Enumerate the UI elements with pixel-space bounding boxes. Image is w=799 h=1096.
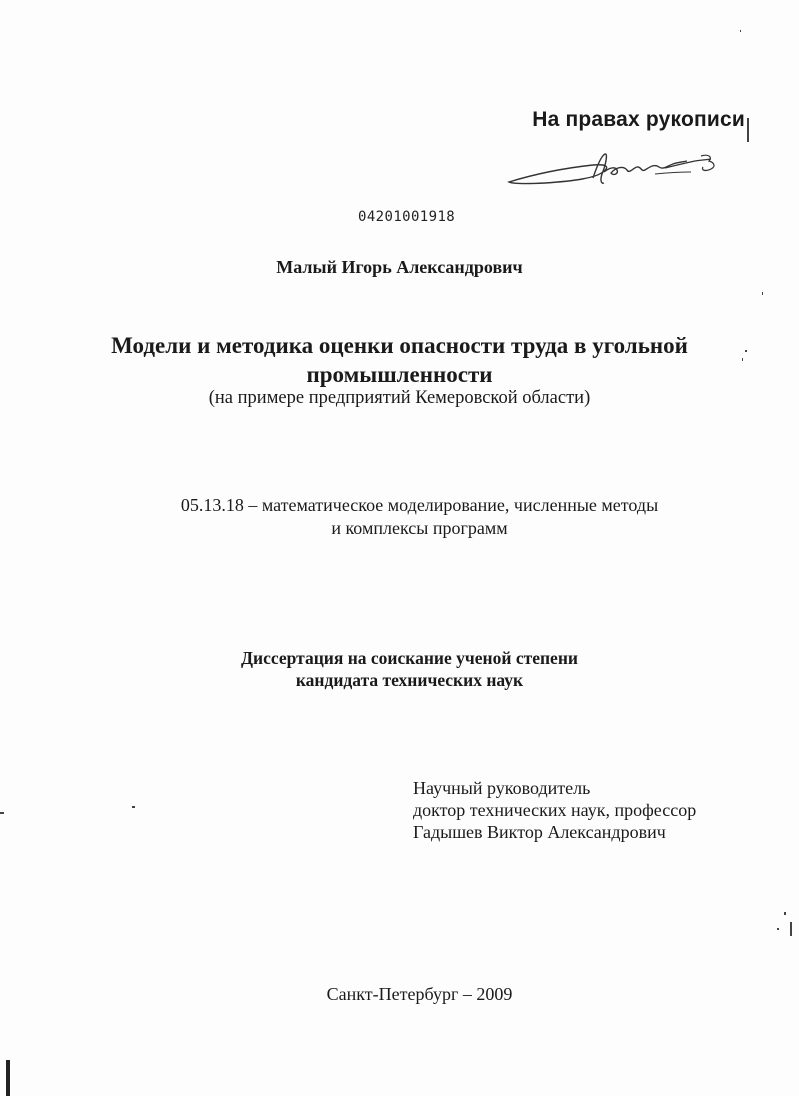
scan-artifact [790,922,792,936]
advisor-title: доктор технических наук, профессор [413,800,697,820]
degree-line-2: кандидата технических наук [295,670,524,690]
scan-artifact [747,118,749,142]
scan-artifact [740,30,741,32]
specialty-code [80,494,759,540]
degree-line-1: Диссертация на соискание ученой степени [241,648,578,668]
advisor-role: Научный руководитель [413,778,591,798]
dissertation-subtitle: (на примере предприятий Кемеровской области) [208,388,591,408]
scan-artifact [745,350,747,352]
library-number: 04201001918 [358,209,456,225]
scan-artifact [777,928,779,930]
advisor-name: Гадышев Виктор Александрович [413,822,666,842]
author-name: Малый Игорь Александрович [276,257,523,277]
signature-icon [505,148,730,194]
scan-artifact [132,806,135,808]
scan-artifact [6,1060,10,1096]
scan-artifact [784,912,786,915]
scan-artifact [742,358,743,361]
specialty-line-1: 05.13.18 – математическое моделирование, численные методы [180,495,659,515]
dissertation-title [60,331,739,389]
scan-artifact [762,292,763,295]
scan-artifact [0,812,4,814]
title-line-2: промышленности [306,362,493,387]
scientific-advisor [413,777,696,843]
specialty-line-2: и комплексы программ [331,518,508,538]
rights-note: На правах рукописи [532,108,745,131]
title-line-1: Модели и методика оценки опасности труда в угольной [111,333,688,358]
city-year: Санкт-Петербург – 2009 [326,984,513,1004]
degree-statement [60,647,759,691]
